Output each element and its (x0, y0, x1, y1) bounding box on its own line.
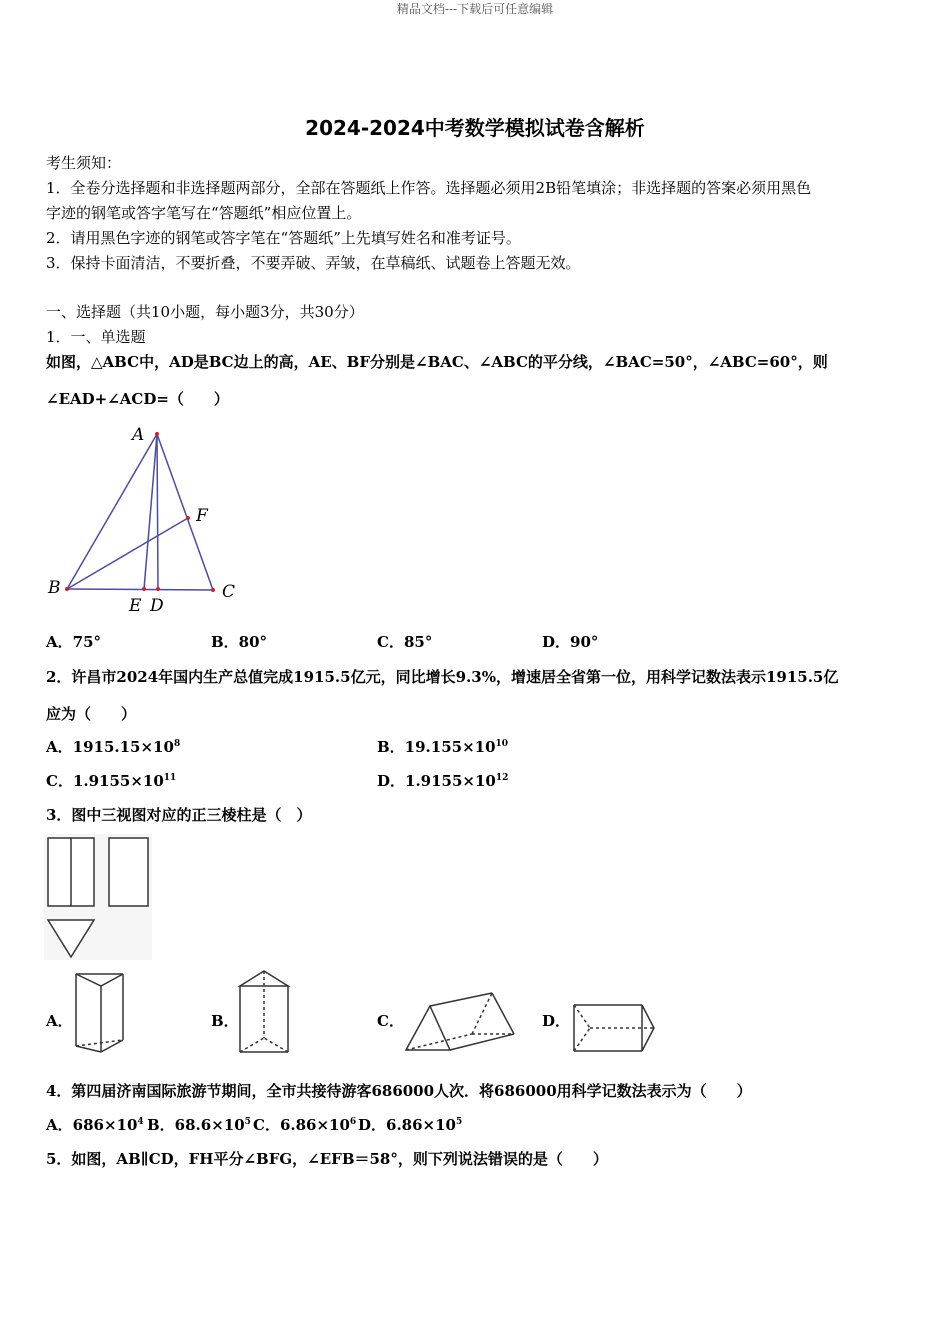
q2-option-a[interactable]: A．$1915.15\times 10^8$ (46, 738, 181, 756)
notice-line-1b: 字迹的钢笔或答字笔写在“答题纸”相应位置上。 (46, 204, 362, 222)
q3-option-a[interactable]: A． (46, 1012, 73, 1030)
q1-text-line2: ∠EAD+∠ACD=（ ） (46, 390, 229, 408)
label-b: B (48, 578, 61, 598)
q3-text: 3．图中三视图对应的正三棱柱是（ ） (46, 806, 312, 824)
segment-bf (67, 518, 188, 589)
q3-prism-c[interactable] (402, 988, 520, 1056)
q3-prism-b[interactable] (236, 966, 296, 1056)
q2-option-c[interactable]: C．$1.9155\times 10^{11}$ (46, 772, 177, 790)
q3-option-b[interactable]: B． (211, 1012, 239, 1030)
q2-option-b[interactable]: B．$19.155\times 10^{10}$ (377, 738, 509, 756)
q4-option-b[interactable]: B．$68.6\times 10^5$ (147, 1116, 251, 1134)
segment-ad (157, 434, 158, 589)
q3-three-views-figure (44, 834, 152, 960)
side-bc (67, 589, 213, 590)
q1-option-d[interactable]: D．90° (542, 633, 599, 651)
q3-option-d[interactable]: D． (542, 1012, 571, 1030)
notice-line-2: 2．请用黑色字迹的钢笔或答字笔在“答题纸”上先填写姓名和准考证号。 (46, 229, 521, 247)
notice-line-3: 3．保持卡面清洁，不要折叠，不要弄破、弄皱，在草稿纸、试题卷上答题无效。 (46, 254, 581, 272)
q1-option-b[interactable]: B．80° (211, 633, 268, 651)
side-view (109, 838, 148, 906)
q1-option-c[interactable]: C．85° (377, 633, 433, 651)
page-title: 2024-2024中考数学模拟试卷含解析 (305, 116, 645, 140)
q3-prism-a[interactable] (70, 966, 130, 1056)
label-e: E (129, 596, 142, 616)
label-a: A (132, 425, 145, 445)
q5-text: 5．如图，AB∥CD，FH平分∠BFG，∠EFB＝58°，则下列说法错误的是（ ） (46, 1150, 608, 1168)
label-c: C (222, 582, 236, 602)
page-header: 精品文档---下载后可任意编辑 (396, 2, 554, 16)
q4-option-c[interactable]: C．$6.86\times 10^6$ (253, 1116, 357, 1134)
q4-option-d[interactable]: D．$6.86\times 10^5$ (358, 1116, 463, 1134)
q4-option-a[interactable]: A．$686\times 10^4$ (46, 1116, 144, 1134)
q1-option-a[interactable]: A．75° (46, 633, 102, 651)
q2-text-line2: 应为（ ） (46, 705, 137, 723)
q3-prism-d[interactable] (570, 1000, 658, 1056)
q1-text-line1: 如图，△ABC中，AD是BC边上的高，AE、BF分别是∠BAC、∠ABC的平分线，∠BAC=50°，∠ABC=60°，则 (46, 353, 828, 371)
notice-heading: 考生须知： (46, 154, 122, 172)
label-f: F (196, 506, 208, 526)
q3-option-c[interactable]: C． (377, 1012, 404, 1030)
q2-option-d[interactable]: D．$1.9155\times 10^{12}$ (377, 772, 509, 790)
section-heading: 一、选择题（共10小题，每小题3分，共30分） (46, 303, 364, 321)
notice-line-1a: 1．全卷分选择题和非选择题两部分，全部在答题纸上作答。选择题必须用2B铅笔填涂；非选择题的答案必须用黑色 (46, 179, 812, 197)
side-ab (67, 434, 157, 589)
segment-ae (144, 434, 157, 589)
q2-text-line1: 2．许昌市2024年国内生产总值完成1915.5亿元，同比增长9.3%，增速居全省第一位，用科学记数法表示1915.5亿 (46, 668, 839, 686)
q1-subtitle: 1．一、单选题 (46, 328, 146, 346)
q4-text: 4．第四届济南国际旅游节期间，全市共接待游客686000人次．将686000用科学记数法表示为（ ） (46, 1082, 752, 1100)
label-d: D (150, 596, 164, 616)
q1-triangle-figure (40, 420, 250, 620)
